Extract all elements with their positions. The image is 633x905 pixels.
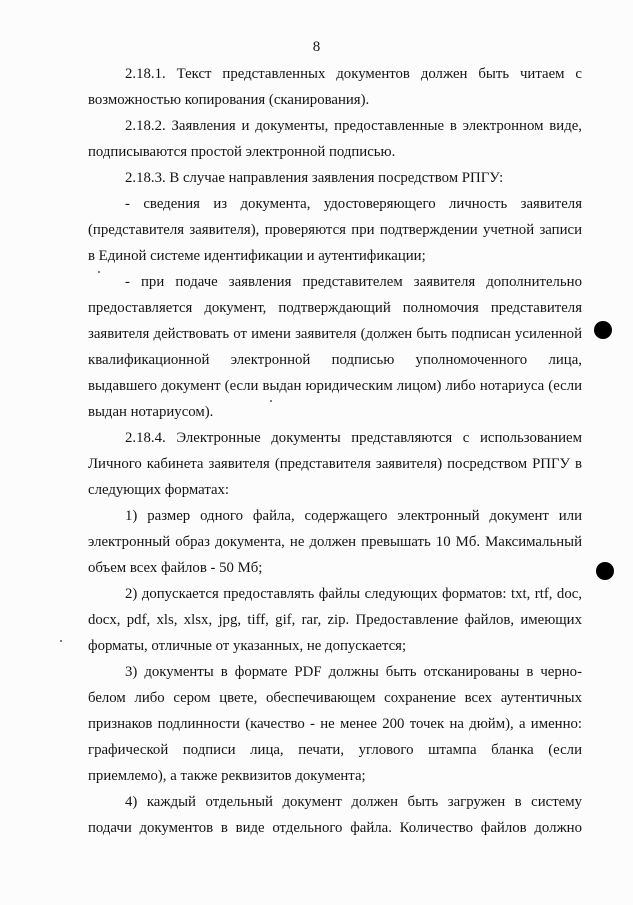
punch-hole xyxy=(594,321,612,339)
text-line: возможностью копирования (сканирования). xyxy=(88,92,370,108)
text-line: приемлемо), а также реквизитов документа; xyxy=(88,768,366,784)
text-line: 2) допускается предоставлять файлы следующих форматов: txt, rtf, doc, xyxy=(125,586,582,602)
text-line: 2.18.3. В случае направления заявления посредством РПГУ: xyxy=(125,170,504,186)
scan-speck xyxy=(270,400,272,402)
text-line: предоставляется документ, подтверждающий полномочия представителя xyxy=(88,300,582,316)
text-line: следующих форматах: xyxy=(88,482,230,498)
text-line: 4) каждый отдельный документ должен быть загружен в систему xyxy=(125,794,582,810)
text-line: форматы, отличные от указанных, не допускается; xyxy=(88,638,407,654)
text-line: в Единой системе идентификации и аутентификации; xyxy=(88,248,426,264)
text-line: электронный образ документа, не должен превышать 10 Мб. Максимальный xyxy=(88,534,582,550)
text-line: объем всех файлов - 50 Мб; xyxy=(88,560,263,576)
text-line: квалификационной электронной подписью уполномоченного лица, xyxy=(88,352,582,368)
text-line: белом либо сером цвете, обеспечивающем сохранение всех аутентичных xyxy=(88,690,582,706)
text-line: docx, pdf, xls, xlsx, jpg, tiff, gif, rar, zip. Предоставление файлов, имеющих xyxy=(88,612,582,628)
text-line: подписываются простой электронной подписью. xyxy=(88,144,396,160)
text-line: 3) документы в формате PDF должны быть отсканированы в черно- xyxy=(125,664,582,680)
text-line: 2.18.2. Заявления и документы, предоставленные в электронном виде, xyxy=(125,118,582,134)
text-line: (представителя заявителя), проверяются при подтверждении учетной записи xyxy=(88,222,582,238)
text-line: 2.18.4. Электронные документы представляются с использованием xyxy=(125,430,582,446)
text-line: 1) размер одного файла, содержащего электронный документ или xyxy=(125,508,582,524)
text-line: заявителя действовать от имени заявителя (должен быть подписан усиленной xyxy=(88,326,582,342)
text-line: выдан нотариусом). xyxy=(88,404,214,420)
text-line: Личного кабинета заявителя (представителя заявителя) посредством РПГУ в xyxy=(88,456,582,472)
text-line: признаков подлинности (качество - не менее 200 точек на дюйм), а именно: xyxy=(88,716,582,732)
page-number: 8 xyxy=(312,39,321,55)
text-line: - при подаче заявления представителем заявителя дополнительно xyxy=(125,274,582,290)
text-line: подачи документов в виде отдельного файла. Количество файлов должно xyxy=(88,820,582,836)
punch-hole xyxy=(596,562,614,580)
scan-speck xyxy=(98,271,100,273)
text-line: 2.18.1. Текст представленных документов должен быть читаем с xyxy=(125,66,582,82)
text-line: - сведения из документа, удостоверяющего личность заявителя xyxy=(125,196,582,212)
text-line: выдавшего документ (если выдан юридическим лицом) либо нотариуса (если xyxy=(88,378,582,394)
scan-speck xyxy=(60,640,62,642)
text-line: графической подписи лица, печати, углового штампа бланка (если xyxy=(88,742,582,758)
